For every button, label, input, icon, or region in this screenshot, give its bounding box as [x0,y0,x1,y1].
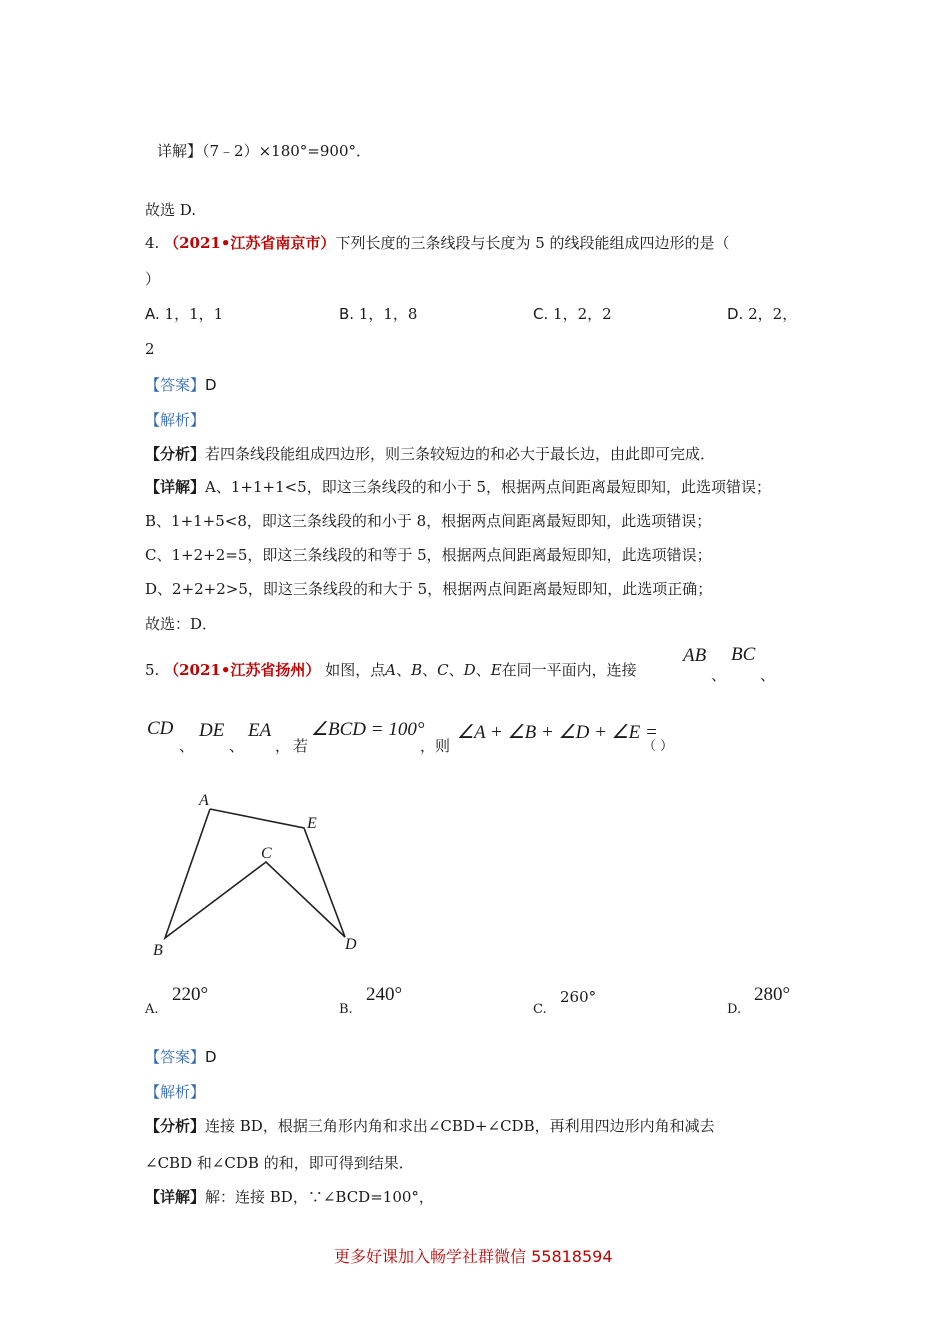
q4-fenxi-tag: 【分析】 [145,445,206,463]
q4-option-c [533,303,612,324]
q5-stem: 5. （2021•江苏省扬州） 如图，点A、B、C、D、E在同一平面内，连接 [145,661,637,679]
q5-ze: ，则 [420,737,451,755]
q5-figure [140,780,380,970]
q5-expression: ∠A + ∠B + ∠D + ∠E = [457,722,658,743]
q5-number: 5. [145,661,160,679]
q5-seg-ab: AB [683,645,707,666]
q4-answer-value: D [205,376,217,394]
footer-promo: 更多好课加入畅学社群微信 55818594 [334,1247,613,1266]
q5-dun-2: 、 [760,666,776,684]
q4-option-b [339,303,417,324]
q4-option-d-wrap: 2 [145,340,155,358]
q5-stem-a: 如图，点 [325,661,386,679]
q5-xiangjie [145,1186,434,1207]
q5-option-a-letter: A. [145,1002,159,1017]
q5-condition: ∠BCD = 100° [311,719,425,740]
q5-comma: ， [275,737,291,755]
q5-seg-ea: EA [248,720,272,741]
q4-xiangjie-4: D、2+2+2>5，即这三条线段的和大于 5，根据两点间距离最短即知，此选项正确； [145,580,713,598]
q5-stem-b: 在同一平面内，连接 [501,661,637,679]
q4-stem-wrap: ） [145,270,161,288]
q5-fenxi-1 [145,1115,715,1136]
q5-option-b-letter: B. [339,1002,353,1017]
q5-option-d-letter: D. [727,1002,742,1017]
q5-option-c-letter: C. [533,1002,547,1017]
q4-option-d-letter: D. [727,305,744,323]
q5-source: （2021•江苏省扬州） [164,661,321,679]
q5-dun-4: 、 [229,737,245,755]
q4-answer-tag: 【答案】 [145,376,206,394]
q4-option-b-letter: B. [339,305,355,323]
q5-point-a: A [385,661,397,679]
q5-figure-label-b: B [153,942,163,959]
q4-option-c-text: 1，2，2 [553,305,612,323]
q4-option-a-text: 1，1，1 [164,305,224,323]
q5-dun-3: 、 [179,737,195,755]
q5-figure-label-a: A [199,792,209,809]
q4-option-c-letter: C. [533,305,549,323]
q5-figure-label-e: E [307,815,317,832]
q4-xiangjie-2: B、1+1+5<8，即这三条线段的和小于 8，根据两点间距离最短即知，此选项错误； [145,512,712,530]
prev-choice-line: 故选 D. [145,201,197,219]
q5-fenxi-2: ∠CBD 和∠CDB 的和，即可得到结果． [145,1154,414,1172]
q5-paren: （ ） [643,739,674,754]
q4-xiangjie-1 [145,476,771,497]
q4-source: （2021•江苏省南京市） [164,234,336,252]
q4-conclusion: 故选：D． [145,615,218,633]
q5-seg-de: DE [199,720,225,741]
q5-seg-cd: CD [147,718,174,739]
q4-option-a-letter: A. [145,305,160,323]
q5-answer-value: D [205,1048,217,1066]
q5-point-c: C [437,661,449,679]
q5-point-b: B [411,661,423,679]
q5-fenxi-1-text: 连接 BD，根据三角形内角和求出∠CBD+∠CDB，再利用四边形内角和减去 [205,1117,715,1135]
q5-option-a-value: 220° [172,984,209,1005]
q5-figure-shape [165,809,345,938]
q5-option-c-value: 260° [560,988,597,1006]
q5-answer-tag: 【答案】 [145,1048,206,1066]
q4-option-a [145,303,223,324]
q4-analysis-tag: 【解析】 [145,411,206,429]
q5-point-d: D [463,661,476,679]
q5-figure-label-d: D [345,936,357,953]
q4-xiangjie-3: C、1+2+2=5，即这三条线段的和等于 5，根据两点间距离最短即知，此选项错误； [145,546,712,564]
prev-detail-line: 详解】（7﹣2）×180°=900°． [157,142,371,160]
q5-xiangjie-text: 解：连接 BD，∵∠BCD=100°， [205,1188,434,1206]
q4-answer [145,374,217,395]
q4-option-b-text: 1，1，8 [358,305,418,323]
q4-xiangjie-1-text: A、1+1+1<5，即这三条线段的和小于 5，根据两点间距离最短即知，此选项错误； [205,478,772,496]
q5-dun-1: 、 [711,666,727,684]
q5-answer [145,1046,217,1067]
q5-option-b-value: 240° [366,984,403,1005]
q5-point-e: E [490,661,502,679]
q5-figure-label-c: C [261,845,272,862]
q4-stem [145,232,730,253]
q5-xiangjie-tag: 【详解】 [145,1188,206,1206]
q4-xiangjie-tag: 【详解】 [145,478,206,496]
q4-option-d [727,303,797,324]
q4-number: 4. [145,234,160,252]
q4-option-d-text: 2，2， [748,305,798,323]
q5-fenxi-tag: 【分析】 [145,1117,206,1135]
q4-fenxi-text: 若四条线段能组成四边形，则三条较短边的和必大于最长边，由此即可完成． [205,445,716,463]
q5-option-d-value: 280° [754,984,791,1005]
q5-analysis-tag: 【解析】 [145,1083,206,1101]
q5-ruo: 若 [293,737,309,755]
q5-seg-bc: BC [731,644,756,665]
q4-stem-text: 下列长度的三条线段与长度为 5 的线段能组成四边形的是（ [335,234,730,252]
q4-fenxi [145,443,715,464]
